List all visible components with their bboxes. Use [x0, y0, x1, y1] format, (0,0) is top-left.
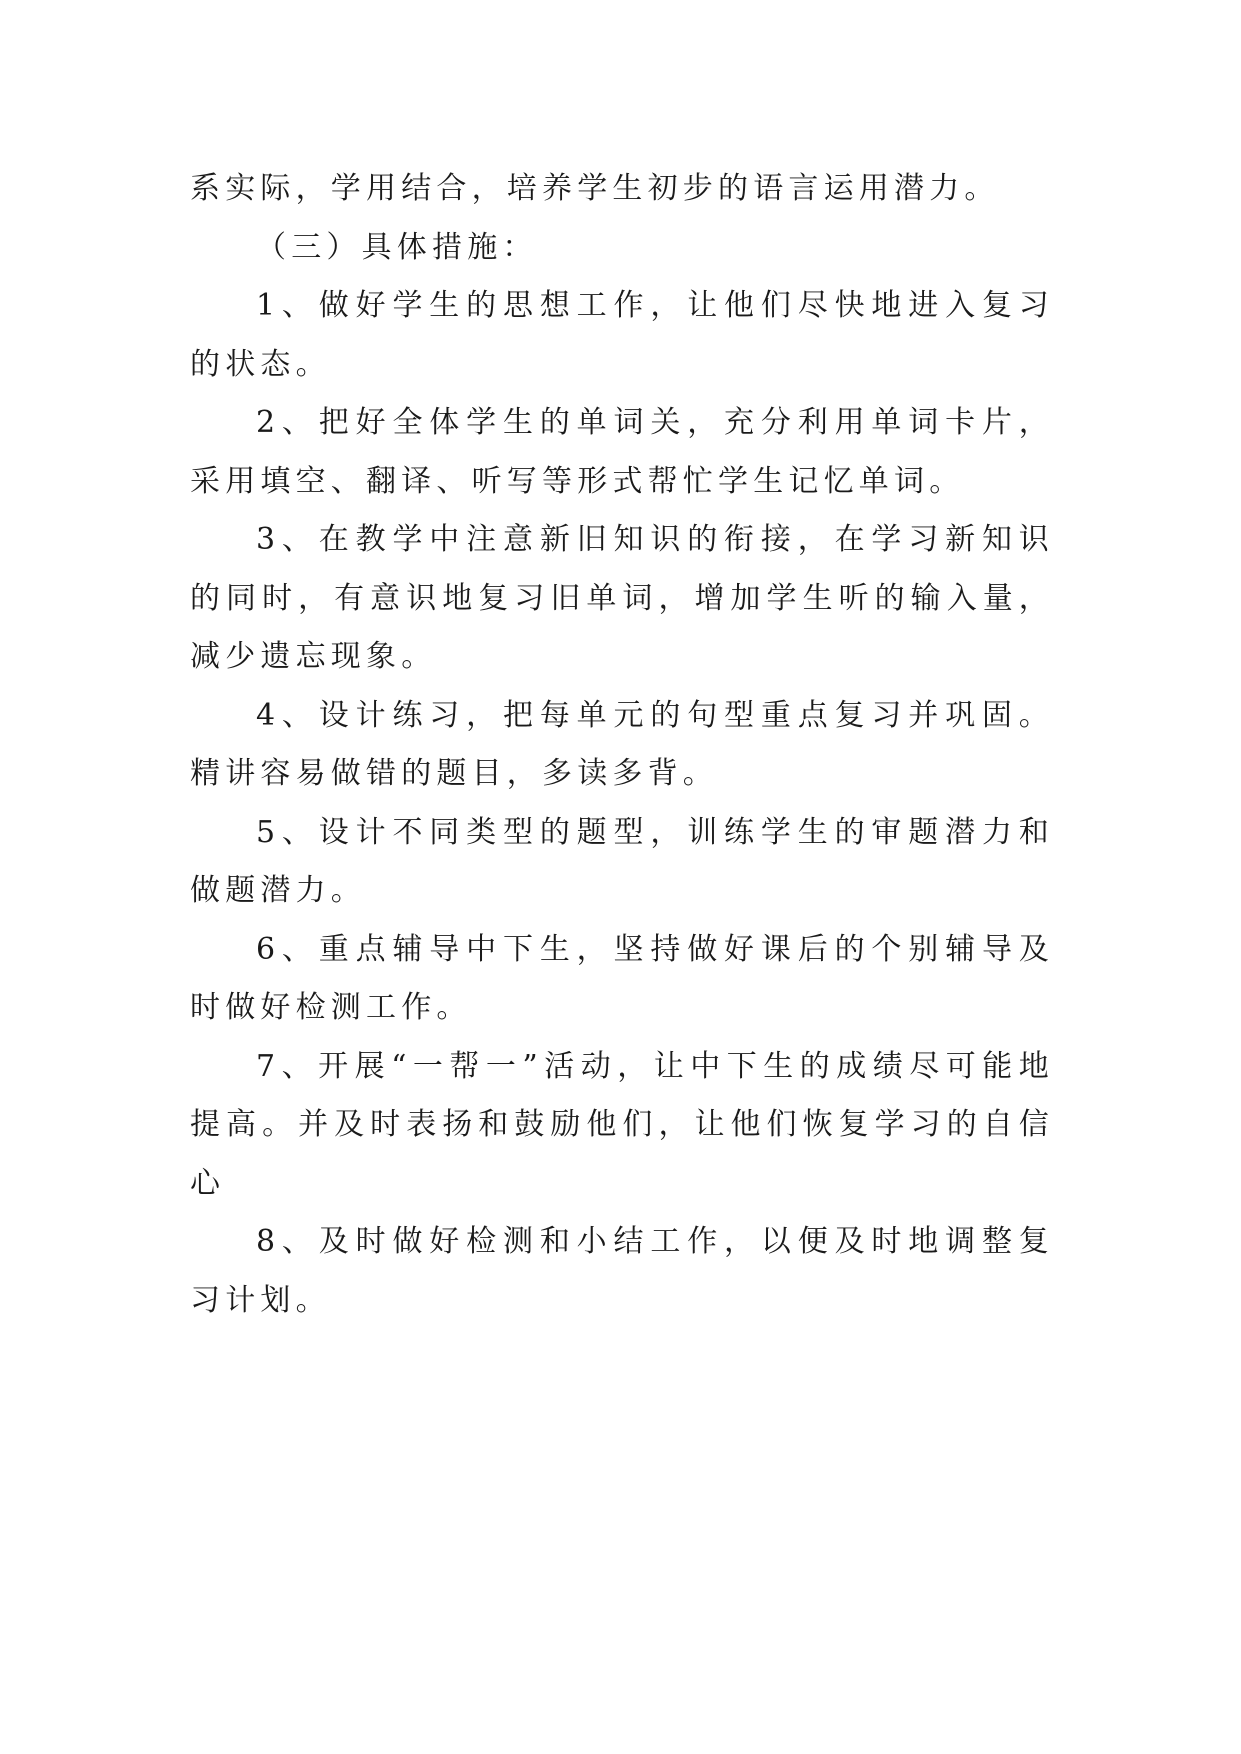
measure-item-3: 3、在教学中注意新旧知识的衔接，在学习新知识的同时，有意识地复习旧单词，增加学生听的输入量，减少遗忘现象。	[190, 522, 1054, 674]
measure-item-8: 8、及时做好检测和小结工作，以便及时地调整复习计划。	[190, 1224, 1054, 1318]
measure-item-4: 4、设计练习，把每单元的句型重点复习并巩固。精讲容易做错的题目，多读多背。	[190, 697, 1054, 791]
document-body	[190, 160, 1054, 1330]
measure-item-7: 7、开展“一帮一”活动，让中下生的成绩尽可能地提高。并及时表扬和鼓励他们，让他们恢复学习的自信心	[190, 1048, 1054, 1201]
measure-item-2: 2、把好全体学生的单词关，充分利用单词卡片，采用填空、翻译、听写等形式帮忙学生记忆单词。	[190, 405, 1054, 499]
continuation-paragraph: 系实际，学用结合，培养学生初步的语言运用潜力。	[190, 171, 1000, 206]
measure-item-5: 5、设计不同类型的题型，训练学生的审题潜力和做题潜力。	[190, 814, 1054, 908]
section-heading: （三）具体措施：	[256, 229, 538, 265]
measure-item-1: 1、做好学生的思想工作，让他们尽快地进入复习的状态。	[190, 288, 1054, 382]
measure-item-6: 6、重点辅导中下生，坚持做好课后的个别辅导及时做好检测工作。	[190, 931, 1054, 1025]
